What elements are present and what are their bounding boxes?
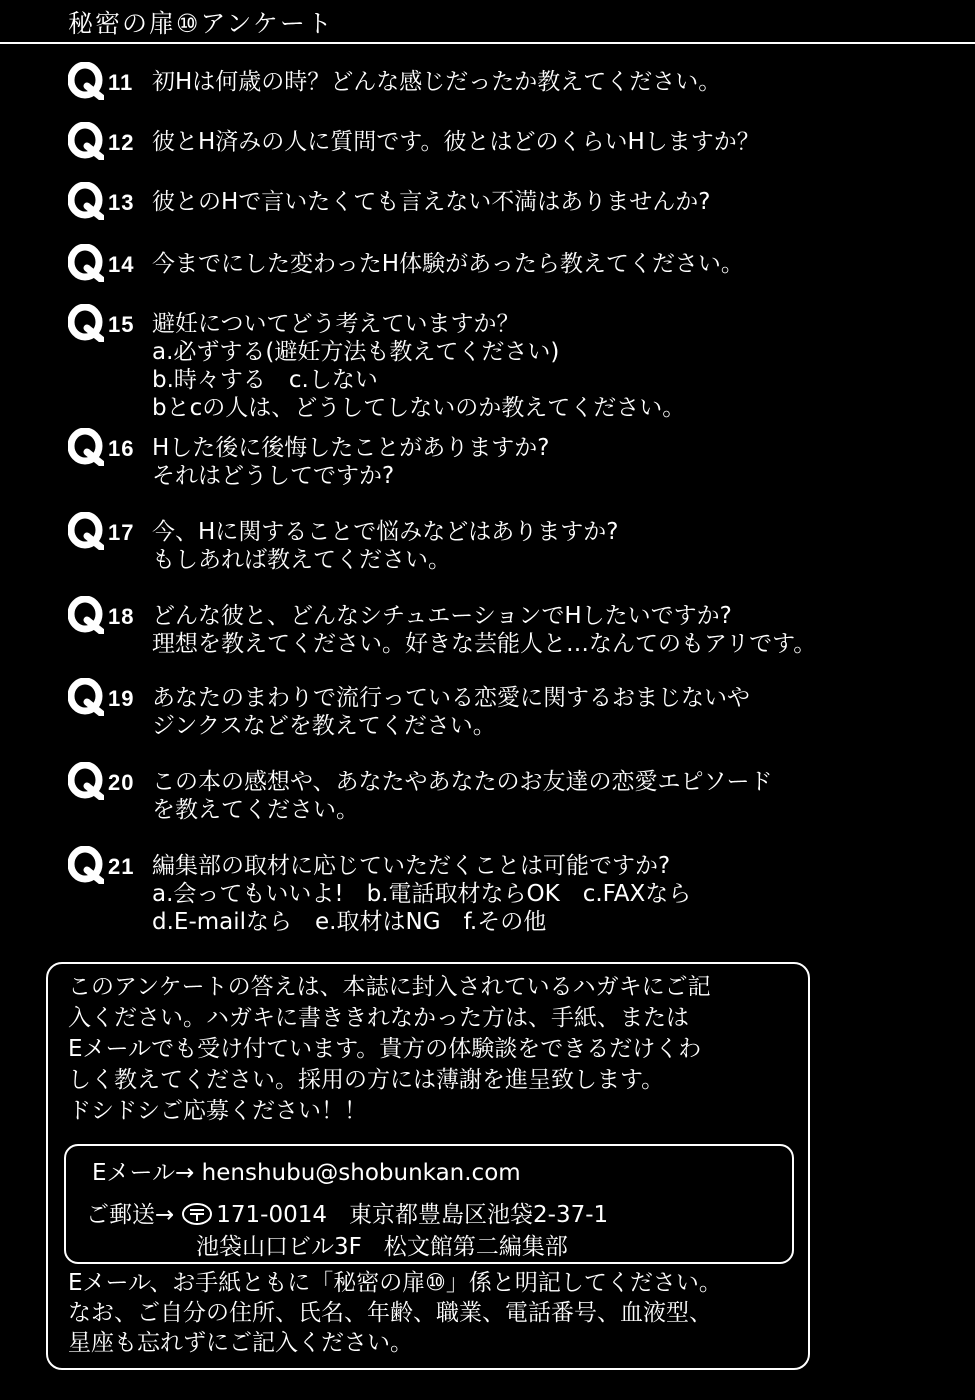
question-number: 11 <box>108 70 134 95</box>
question-text <box>152 434 550 490</box>
question-line: もしあれば教えてください。 <box>152 547 451 573</box>
question-number: 12 <box>108 130 135 155</box>
question-line: bとcの人は、どうしてしないのか教えてください。 <box>152 395 686 421</box>
question-text <box>152 852 691 936</box>
question-text <box>152 68 721 96</box>
contact-address-row <box>196 1228 568 1261</box>
question-line: b.時々する c.しない <box>152 367 378 393</box>
question-badge-icon <box>68 428 104 466</box>
question-number: 16 <box>108 436 135 461</box>
question-badge-icon <box>68 512 104 550</box>
question-number: 13 <box>108 190 135 215</box>
question-number: 18 <box>108 604 135 629</box>
question-text <box>152 684 750 740</box>
question-badge-icon <box>68 596 104 634</box>
question-number: 19 <box>108 686 135 711</box>
question-number: 21 <box>108 854 135 879</box>
info-line: Eメールでも受け付ています。貴方の体験談をできるだけくわ <box>68 1036 702 1062</box>
question-badge-icon <box>68 182 104 220</box>
question-line: 初Hは何歳の時？どんな感じだったか教えてください。 <box>152 69 722 95</box>
address-line-1: 東京都豊島区池袋2-37-1 <box>349 1202 609 1228</box>
email-address: henshubu@shobunkan.com <box>201 1160 521 1186</box>
post-label: ご郵送→ <box>86 1202 175 1228</box>
recipient: 松文館第二編集部 <box>383 1234 568 1260</box>
question-line: a.会ってもいいよ! b.電話取材ならOK c.FAXなら <box>152 881 692 907</box>
question-number: 14 <box>108 252 135 277</box>
question-badge-icon <box>68 244 104 282</box>
question-line: 彼とH済みの人に質問です。彼とはどのくらいHしますか？ <box>152 129 760 155</box>
question-line: を教えてください。 <box>152 797 359 823</box>
question-line: a.必ずする(避妊方法も教えてください) <box>152 339 560 365</box>
question-number: 20 <box>108 770 135 795</box>
page-title: 秘密の扉⑩アンケート <box>68 9 334 38</box>
postal-mark-icon <box>182 1203 212 1231</box>
question-line: d.E-mailなら e.取材はNG f.その他 <box>152 909 547 935</box>
contact-box <box>64 1144 794 1264</box>
question-line: 理想を教えてください。好きな芸能人と…なんてのもアリです。 <box>152 631 817 657</box>
question-badge-icon <box>68 678 104 716</box>
question-line: ジンクスなどを教えてください。 <box>152 713 496 739</box>
info-text <box>68 972 711 1127</box>
address-line-2: 池袋山口ビル3F <box>196 1234 362 1260</box>
footer-line: なお、ご自分の住所、氏名、年齢、職業、電話番号、血液型、 <box>68 1300 712 1326</box>
info-line: ドシドシご応募ください！！ <box>68 1098 367 1124</box>
question-line: どんな彼と、どんなシチュエーションでHしたいですか? <box>152 603 732 629</box>
question-number: 15 <box>108 312 135 337</box>
question-line: この本の感想や、あなたやあなたのお友達の恋愛エピソード <box>152 769 773 795</box>
question-text <box>152 768 773 824</box>
question-text <box>152 250 744 278</box>
postal-code: 171-0014 <box>216 1202 328 1228</box>
question-badge-icon <box>68 304 104 342</box>
question-line: 今、Hに関することで悩みなどはありますか? <box>152 519 619 545</box>
question-line: Hした後に後悔したことがありますか? <box>152 435 550 461</box>
info-box <box>46 962 810 1370</box>
question-line: それはどうしてですか? <box>152 463 395 489</box>
question-line: 彼とのHで言いたくても言えない不満はありませんか? <box>152 189 711 215</box>
question-text <box>152 518 619 574</box>
page-header <box>0 0 975 44</box>
footer-line: Eメール、お手紙ともに「秘密の扉⑩」係と明記してください。 <box>68 1270 722 1296</box>
question-text <box>152 602 816 658</box>
info-line: しく教えてください。採用の方には薄謝を進呈致します。 <box>68 1067 665 1093</box>
question-line: 編集部の取材に応じていただくことは可能ですか? <box>152 853 671 879</box>
question-badge-icon <box>68 846 104 884</box>
footer-text <box>68 1268 722 1358</box>
question-text <box>152 310 685 422</box>
question-text <box>152 188 711 216</box>
question-line: あなたのまわりで流行っている恋愛に関するおまじないや <box>152 685 750 711</box>
contact-email-row <box>92 1154 521 1187</box>
question-badge-icon <box>68 762 104 800</box>
question-line: 避妊についてどう考えていますか？ <box>152 311 520 337</box>
info-line: 入ください。ハガキに書ききれなかった方は、手紙、または <box>68 1005 689 1031</box>
question-text <box>152 128 760 156</box>
question-line: 今までにした変わったH体験があったら教えてください。 <box>152 251 744 277</box>
question-badge-icon <box>68 62 104 100</box>
contact-post-row <box>86 1196 608 1231</box>
footer-line: 星座も忘れずにご記入ください。 <box>68 1330 413 1356</box>
question-number: 17 <box>108 520 135 545</box>
question-badge-icon <box>68 122 104 160</box>
email-label: Eメール→ <box>92 1160 195 1186</box>
info-line: このアンケートの答えは、本誌に封入されているハガキにご記 <box>68 974 711 1000</box>
